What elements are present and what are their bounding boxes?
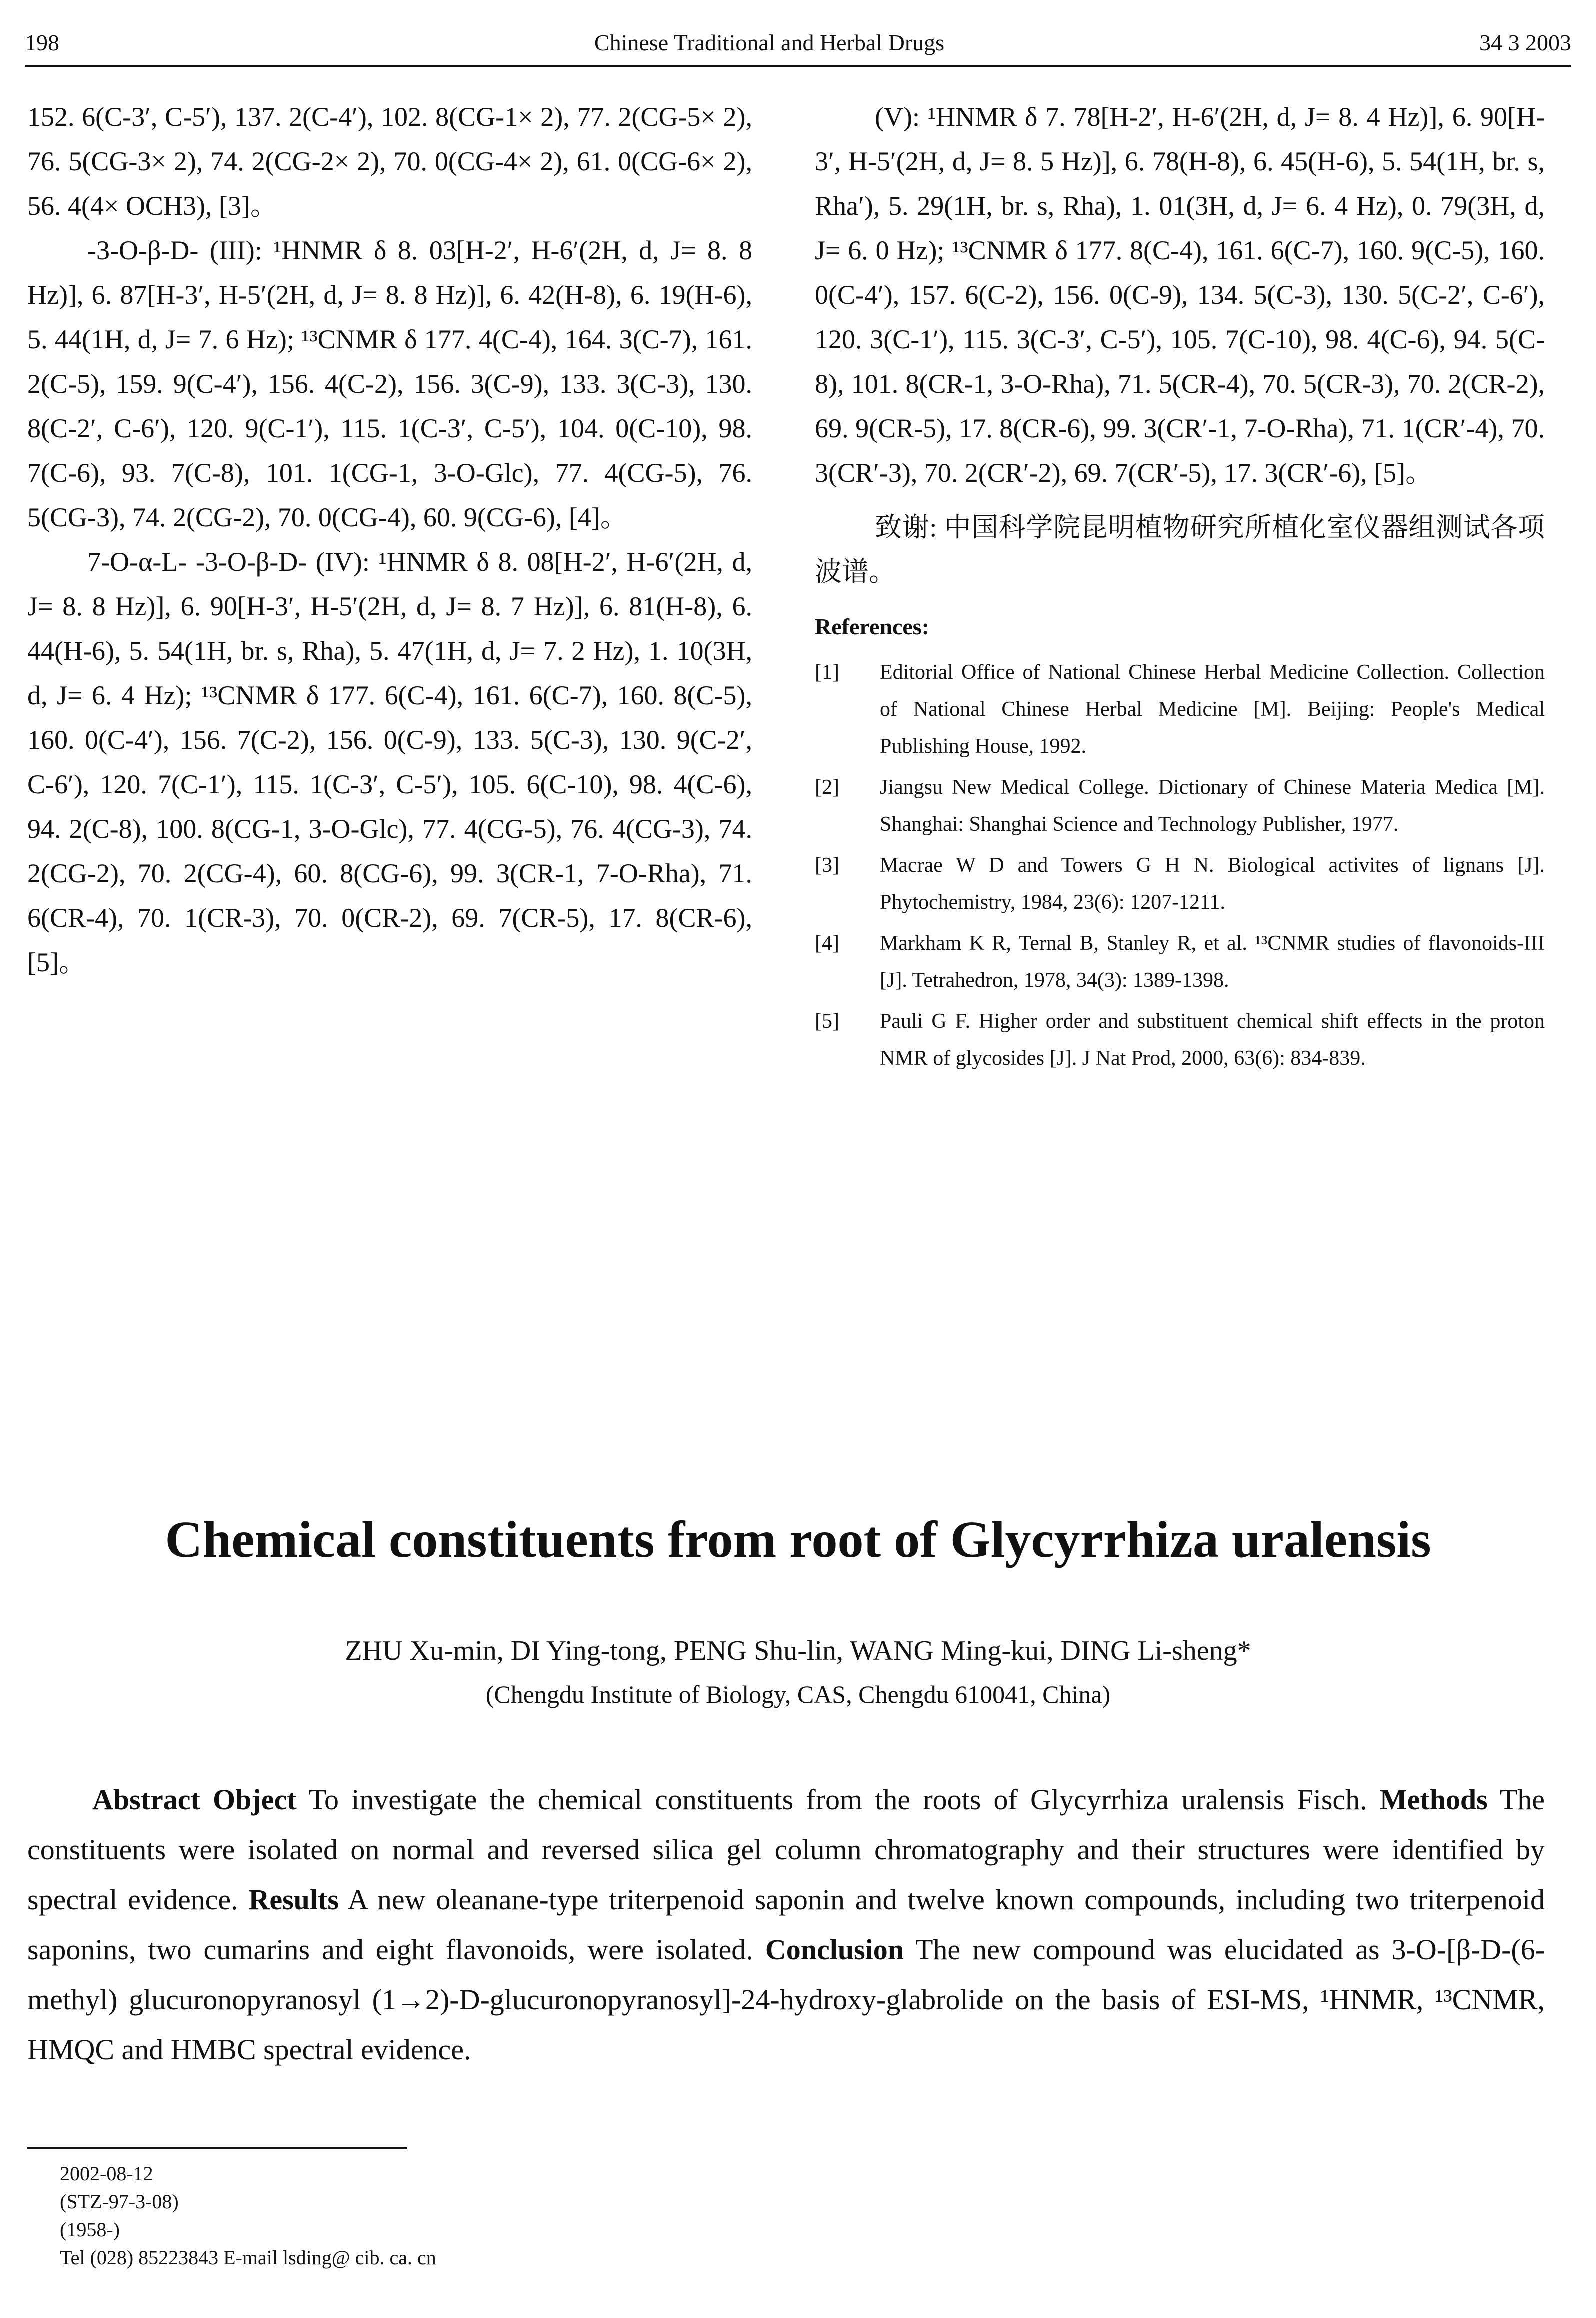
reference-text: Markham K R, Ternal B, Stanley R, et al. ¹³CNMR studies of flavonoids-III [J]. Tetrahedron, 1978, 34(3): 1389-1398. (880, 932, 1545, 992)
object-label: Object (213, 1784, 297, 1816)
reference-number: [3] (815, 854, 839, 877)
contact-info: Tel (028) 85223843 E-mail lsding@ cib. ca. cn (60, 2246, 436, 2269)
footnote-divider (27, 2148, 407, 2149)
reference-text: Pauli G F. Higher order and substituent chemical shift effects in the proton NMR of glycosides [J]. J Nat Prod, 2000, 63(6): 834-839. (880, 1010, 1545, 1070)
author-bio: (1958-) (60, 2218, 120, 2241)
page-number: 198 (25, 30, 59, 56)
reference-list (815, 654, 1545, 1077)
methods-label: Methods (1379, 1784, 1488, 1816)
reference-number: [2] (815, 776, 839, 799)
grant-number: (STZ-97-3-08) (60, 2190, 179, 2213)
references-heading: References: (815, 614, 930, 640)
nmr-data-paragraph: 152. 6(C-3′, C-5′), 137. 2(C-4′), 102. 8(CG-1× 2), 77. 2(CG-5× 2), 76. 5(CG-3× 2), 74. 2(CG-2× 2), 70. 0(CG-4× 2), 61. 0(CG-6× 2), 56. 4(4× OCH3), [3]。 (27, 102, 752, 221)
reference-number: [1] (815, 661, 839, 684)
left-column (27, 95, 752, 985)
running-header (25, 20, 1571, 67)
reference-number: [5] (815, 1010, 839, 1033)
issue-number: 34 3 (1479, 30, 1520, 56)
reference-number: [4] (815, 932, 839, 955)
conclusion-text: The new compound was elucidated as 3-O-[β-D-(6-methyl) glucuronopyranosyl (1→2)-D-glucuronopyranosyl]-24-hydroxy-glabrolide on the basis of ESI-MS, ¹HNMR, ¹³CNMR, HMQC and HMBC spectral evidence. (27, 1934, 1545, 2066)
author-list: ZHU Xu-min, DI Ying-tong, PENG Shu-lin, WANG Ming-kui, DING Li-sheng* (345, 1636, 1251, 1666)
compound-v-paragraph: (V): ¹HNMR δ 7. 78[H-2′, H-6′(2H, d, J= 8. 4 Hz)], 6. 90[H-3′, H-5′(2H, d, J= 8. 5 Hz)], 6. 78(H-8), 6. 45(H-6), 5. 54(1H, br. s, Rha′), 5. 29(1H, br. s, Rha), 1. 01(3H, d, J= 6. 4 Hz), 0. 79(3H, d, J= 6. 0 Hz); ¹³CNMR δ 177. 8(C-4), 161. 6(C-7), 160. 9(C-5), 160. 0(C-4′), 157. 6(C-2), 156. 0(C-9), 134. 5(C-3), 130. 5(C-2′, C-6′), 120. 3(C-1′), 115. 3(C-3′, C-5′), 105. 7(C-10), 98. 4(C-6), 94. 5(C-8), 101. 8(CR-1, 3-O-Rha), 71. 5(CR-4), 70. 5(CR-3), 70. 2(CR-2), 69. 9(CR-5), 17. 8(CR-6), 99. 3(CR′-1, 7-O-Rha), 71. 1(CR′-4), 70. 3(CR′-3), 70. 2(CR′-2), 69. 7(CR′-5), 17. 3(CR′-6), [5]。 (815, 102, 1545, 488)
right-column (815, 95, 1545, 1081)
reference-item (815, 1003, 1545, 1077)
received-date: 2002-08-12 (60, 2162, 153, 2185)
object-text: To investigate the chemical constituents from the roots of Glycyrrhiza uralensis Fisch. (308, 1784, 1367, 1816)
reference-item (815, 925, 1545, 999)
conclusion-label: Conclusion (765, 1934, 904, 1966)
reference-text: Macrae W D and Towers G H N. Biological activites of lignans [J]. Phytochemistry, 1984, 23(6): 1207-1211. (880, 854, 1545, 914)
reference-item (815, 769, 1545, 843)
reference-text: Jiangsu New Medical College. Dictionary of Chinese Materia Medica [M]. Shanghai: Shanghai Science and Technology Publisher, 1977. (880, 776, 1545, 836)
abstract (27, 1775, 1545, 2075)
reference-item (815, 654, 1545, 765)
abstract-body (27, 1775, 1545, 2075)
footnote (60, 2160, 1510, 2272)
results-text: A new oleanane-type triterpenoid saponin and twelve known compounds, including two triterpenoid saponins, two cumarins and eight flavonoids, were isolated. (27, 1884, 1545, 1966)
journal-name: Chinese Traditional and Herbal Drugs (594, 30, 945, 56)
acknowledgement: 致谢: 中国科学院昆明植物研究所植化室仪器组测试各项波谱。 (815, 512, 1545, 587)
compound-iii-paragraph: -3-O-β-D- (III): ¹HNMR δ 8. 03[H-2′, H-6′(2H, d, J= 8. 8 Hz)], 6. 87[H-3′, H-5′(2H, d, J= 8. 8 Hz)], 6. 42(H-8), 6. 19(H-6), 5. 44(1H, d, J= 7. 6 Hz); ¹³CNMR δ 177. 4(C-4), 164. 3(C-7), 161. 2(C-5), 159. 9(C-4′), 156. 4(C-2), 156. 3(C-9), 133. 3(C-3), 130. 8(C-2′, C-6′), 120. 9(C-1′), 115. 1(C-3′, C-5′), 104. 0(C-10), 98. 7(C-6), 93. 7(C-8), 101. 1(CG-1, 3-O-Glc), 77. 4(CG-5), 76. 5(CG-3), 74. 2(CG-2), 70. 0(CG-4), 60. 9(CG-6), [4]。 (27, 236, 752, 532)
compound-iv-paragraph: 7-O-α-L- -3-O-β-D- (IV): ¹HNMR δ 8. 08[H-2′, H-6′(2H, d, J= 8. 8 Hz)], 6. 90[H-3′, H-5′(2H, d, J= 8. 7 Hz)], 6. 81(H-8), 6. 44(H-6), 5. 54(1H, br. s, Rha), 5. 47(1H, d, J= 7. 2 Hz), 1. 10(3H, d, J= 6. 4 Hz); ¹³CNMR δ 177. 6(C-4), 161. 6(C-7), 160. 8(C-5), 160. 0(C-4′), 156. 7(C-2), 156. 0(C-9), 133. 5(C-3), 130. 9(C-2′, C-6′), 120. 7(C-1′), 115. 1(C-3′, C-5′), 105. 6(C-10), 98. 4(C-6), 94. 2(C-8), 100. 8(CG-1, 3-O-Glc), 77. 4(CG-5), 76. 4(CG-3), 74. 2(CG-2), 70. 2(CG-4), 60. 8(CG-6), 99. 3(CR-1, 7-O-Rha), 71. 6(CR-4), 70. 1(CR-3), 70. 0(CR-2), 69. 7(CR-5), 17. 8(CR-6), [5]。 (27, 547, 752, 978)
abstract-label: Abstract (92, 1784, 200, 1816)
methods-text: The constituents were isolated on normal and reversed silica gel column chromatography and their structures were identified by spectral evidence. (27, 1784, 1545, 1916)
issue-year: 2003 (1525, 30, 1571, 56)
reference-item (815, 847, 1545, 921)
article-title: Chemical constituents from root of Glycyrrhiza uralensis (165, 1511, 1431, 1568)
results-label: Results (248, 1884, 339, 1916)
issue-info (1479, 30, 1571, 56)
reference-text: Editorial Office of National Chinese Herbal Medicine Collection. Collection of National Chinese Herbal Medicine [M]. Beijing: People's Medical Publishing House, 1992. (880, 661, 1545, 758)
author-affiliation: (Chengdu Institute of Biology, CAS, Chengdu 610041, China) (485, 1680, 1111, 1708)
